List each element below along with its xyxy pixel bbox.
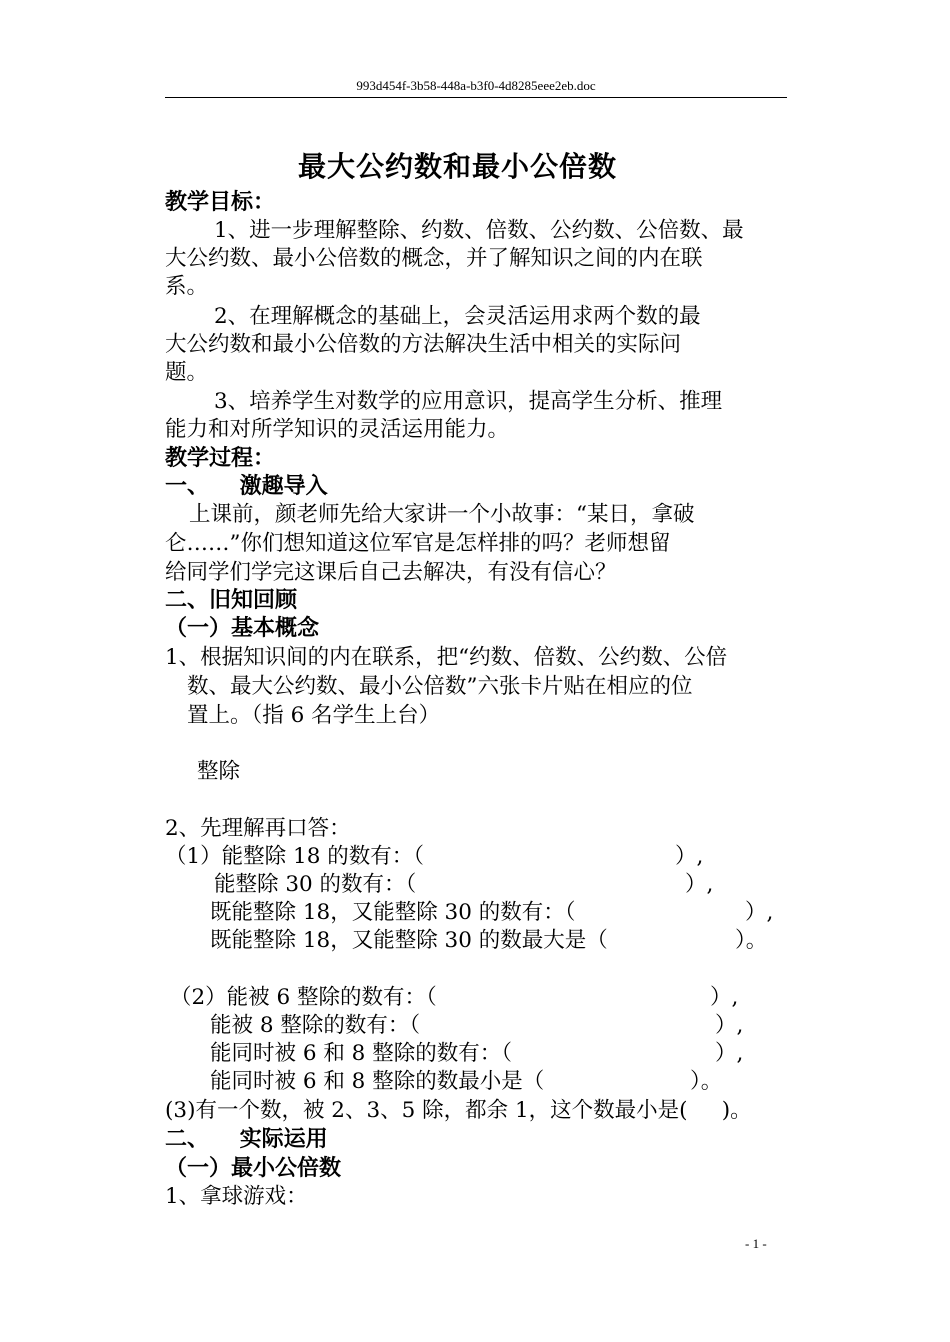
q2-line-3: 能同时被 6 和 8 整除的数有：（ bbox=[210, 1041, 512, 1066]
part1-heading: 一、 激趣导入 bbox=[165, 474, 328, 499]
page-title: 最大公约数和最小公倍数 bbox=[297, 150, 617, 183]
goal-1-line-2: 大公约数、最小公倍数的概念，并了解知识之间的内在联 bbox=[165, 246, 703, 271]
concept-item-1-line-1: 1、根据知识间的内在联系，把“约数、倍数、公约数、公倍 bbox=[165, 645, 728, 670]
goal-2-line-3: 题。 bbox=[165, 360, 209, 385]
goals-heading: 教学目标： bbox=[165, 190, 276, 215]
q2-line-2: 能被 8 整除的数有：（ bbox=[210, 1013, 421, 1038]
part1-line-3: 给同学们学完这课后自己去解决，有没有信心？ bbox=[165, 560, 617, 585]
q1-line-2: 能整除 30 的数有：（ bbox=[214, 872, 417, 897]
page-number: - 1 - bbox=[745, 1236, 767, 1251]
part3-sub-heading: （一）最小公倍数 bbox=[165, 1156, 342, 1181]
part2-heading: 二、旧知回顾 bbox=[165, 588, 298, 613]
q1-line-1: （1）能整除 18 的数有：（ bbox=[165, 844, 424, 869]
header-divider bbox=[165, 97, 787, 98]
goal-2-line-1: 2、在理解概念的基础上，会灵活运用求两个数的最 bbox=[214, 304, 701, 329]
q2-line-2-close: ）, bbox=[715, 1013, 744, 1038]
goal-3-line-2: 能力和对所学知识的灵活运用能力。 bbox=[165, 417, 510, 442]
q1-line-4-close: ）。 bbox=[735, 928, 768, 953]
process-heading: 教学过程： bbox=[165, 446, 276, 471]
part1-line-2: 仑……”你们想知道这位军官是怎样排的吗？老师想留 bbox=[165, 531, 671, 556]
goal-2-line-2: 大公约数和最小公倍数的方法解决生活中相关的实际问 bbox=[165, 332, 682, 357]
q2-line-4-close: ）。 bbox=[690, 1069, 723, 1094]
goal-3-line-1: 3、培养学生对数学的应用意识，提高学生分析、推理 bbox=[214, 389, 723, 414]
q1-line-1-close: ）, bbox=[675, 844, 704, 869]
q1-line-2-close: ）, bbox=[685, 872, 714, 897]
q2-line-1: （2）能被 6 整除的数有：（ bbox=[170, 985, 437, 1010]
concept-item-1-line-2: 数、最大公约数、最小公倍数”六张卡片贴在相应的位 bbox=[187, 674, 693, 699]
goal-1-line-3: 系。 bbox=[165, 274, 209, 299]
part1-line-1: 上课前，颜老师先给大家讲一个小故事：“某日，拿破 bbox=[189, 502, 695, 527]
q1-line-4: 既能整除 18，又能整除 30 的数最大是（ bbox=[210, 928, 608, 953]
q2-line-4: 能同时被 6 和 8 整除的数最小是（ bbox=[210, 1069, 545, 1094]
q2-line-3-close: ）, bbox=[715, 1041, 744, 1066]
q1-line-3-close: ）, bbox=[745, 900, 774, 925]
concept-item-1-line-3: 置上。（指 6 名学生上台） bbox=[187, 703, 441, 728]
part2-sub-heading: （一）基本概念 bbox=[165, 616, 320, 641]
goal-1-line-1: 1、进一步理解整除、约数、倍数、公约数、公倍数、最 bbox=[214, 218, 744, 243]
q1-line-3: 既能整除 18，又能整除 30 的数有：（ bbox=[210, 900, 576, 925]
q3-line: (3)有一个数，被 2、3、5 除，都余 1，这个数最小是( )。 bbox=[165, 1098, 752, 1123]
part3-item-1: 1、拿球游戏： bbox=[165, 1184, 308, 1209]
concept-card-divisible: 整除 bbox=[197, 759, 241, 784]
question-2-heading: 2、先理解再口答： bbox=[165, 816, 351, 841]
part3-heading: 二、 实际运用 bbox=[165, 1127, 328, 1152]
doc-header-filename: 993d454f-3b58-448a-b3f0-4d8285eee2eb.doc bbox=[356, 78, 596, 93]
q2-line-1-close: ）, bbox=[710, 985, 739, 1010]
